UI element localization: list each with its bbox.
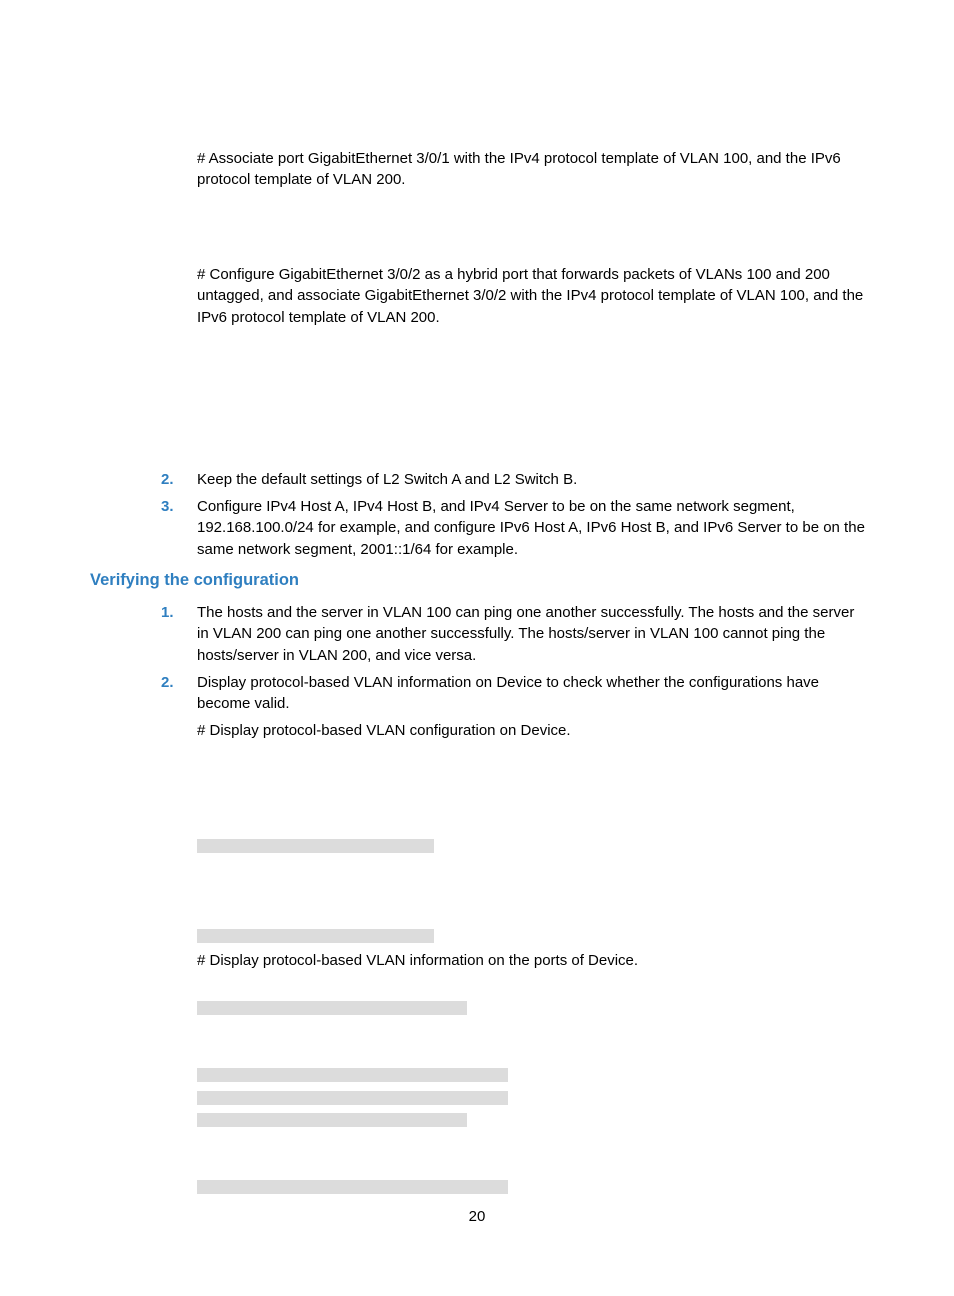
step-number: 2. (161, 471, 174, 488)
step-text: Display protocol-based VLAN information on Device to check whether the configurations have become valid. (197, 674, 820, 713)
code-line-placeholder (197, 1180, 508, 1194)
step-number: 3. (161, 498, 174, 515)
code-line-placeholder (197, 929, 434, 943)
code-line-placeholder (197, 1113, 467, 1127)
associate-port-comment: # Associate port GigabitEthernet 3/0/1 with the IPv4 protocol template of VLAN 100, and the IPv6 protocol template of VLAN 200. (197, 150, 841, 189)
display-ports-comment: # Display protocol-based VLAN information on the ports of Device. (197, 952, 639, 969)
code-line-placeholder (197, 1001, 467, 1015)
code-line-placeholder (197, 1068, 508, 1082)
step-text: Keep the default settings of L2 Switch A and L2 Switch B. (197, 471, 578, 488)
code-line-placeholder (197, 1091, 508, 1105)
section-heading: Verifying the configuration (90, 571, 300, 589)
step-number: 1. (161, 604, 174, 621)
code-line-placeholder (197, 839, 434, 853)
display-config-comment: # Display protocol-based VLAN configuration on Device. (197, 722, 571, 739)
step-number: 2. (161, 674, 174, 691)
step-text: The hosts and the server in VLAN 100 can ping one another successfully. The hosts and the server in VLAN 200 can ping one another successfully. The hosts/server in VLAN 100 cannot ping the hosts/server in VLAN 200, and vice versa. (197, 604, 855, 664)
page-number: 20 (468, 1208, 486, 1225)
step-text: Configure IPv4 Host A, IPv4 Host B, and IPv4 Server to be on the same network segment, 192.168.100.0/24 for example, and configure IPv6 Host A, IPv6 Host B, and IPv6 Server to be on the same network segment, 2001::1/64 for example. (197, 498, 865, 558)
configure-hybrid-comment: # Configure GigabitEthernet 3/0/2 as a hybrid port that forwards packets of VLANs 100 and 200 untagged, and associate GigabitEthernet 3/0/2 with the IPv4 protocol template of VLAN 100, and the IPv6 protocol template of VLAN 200. (197, 266, 864, 326)
